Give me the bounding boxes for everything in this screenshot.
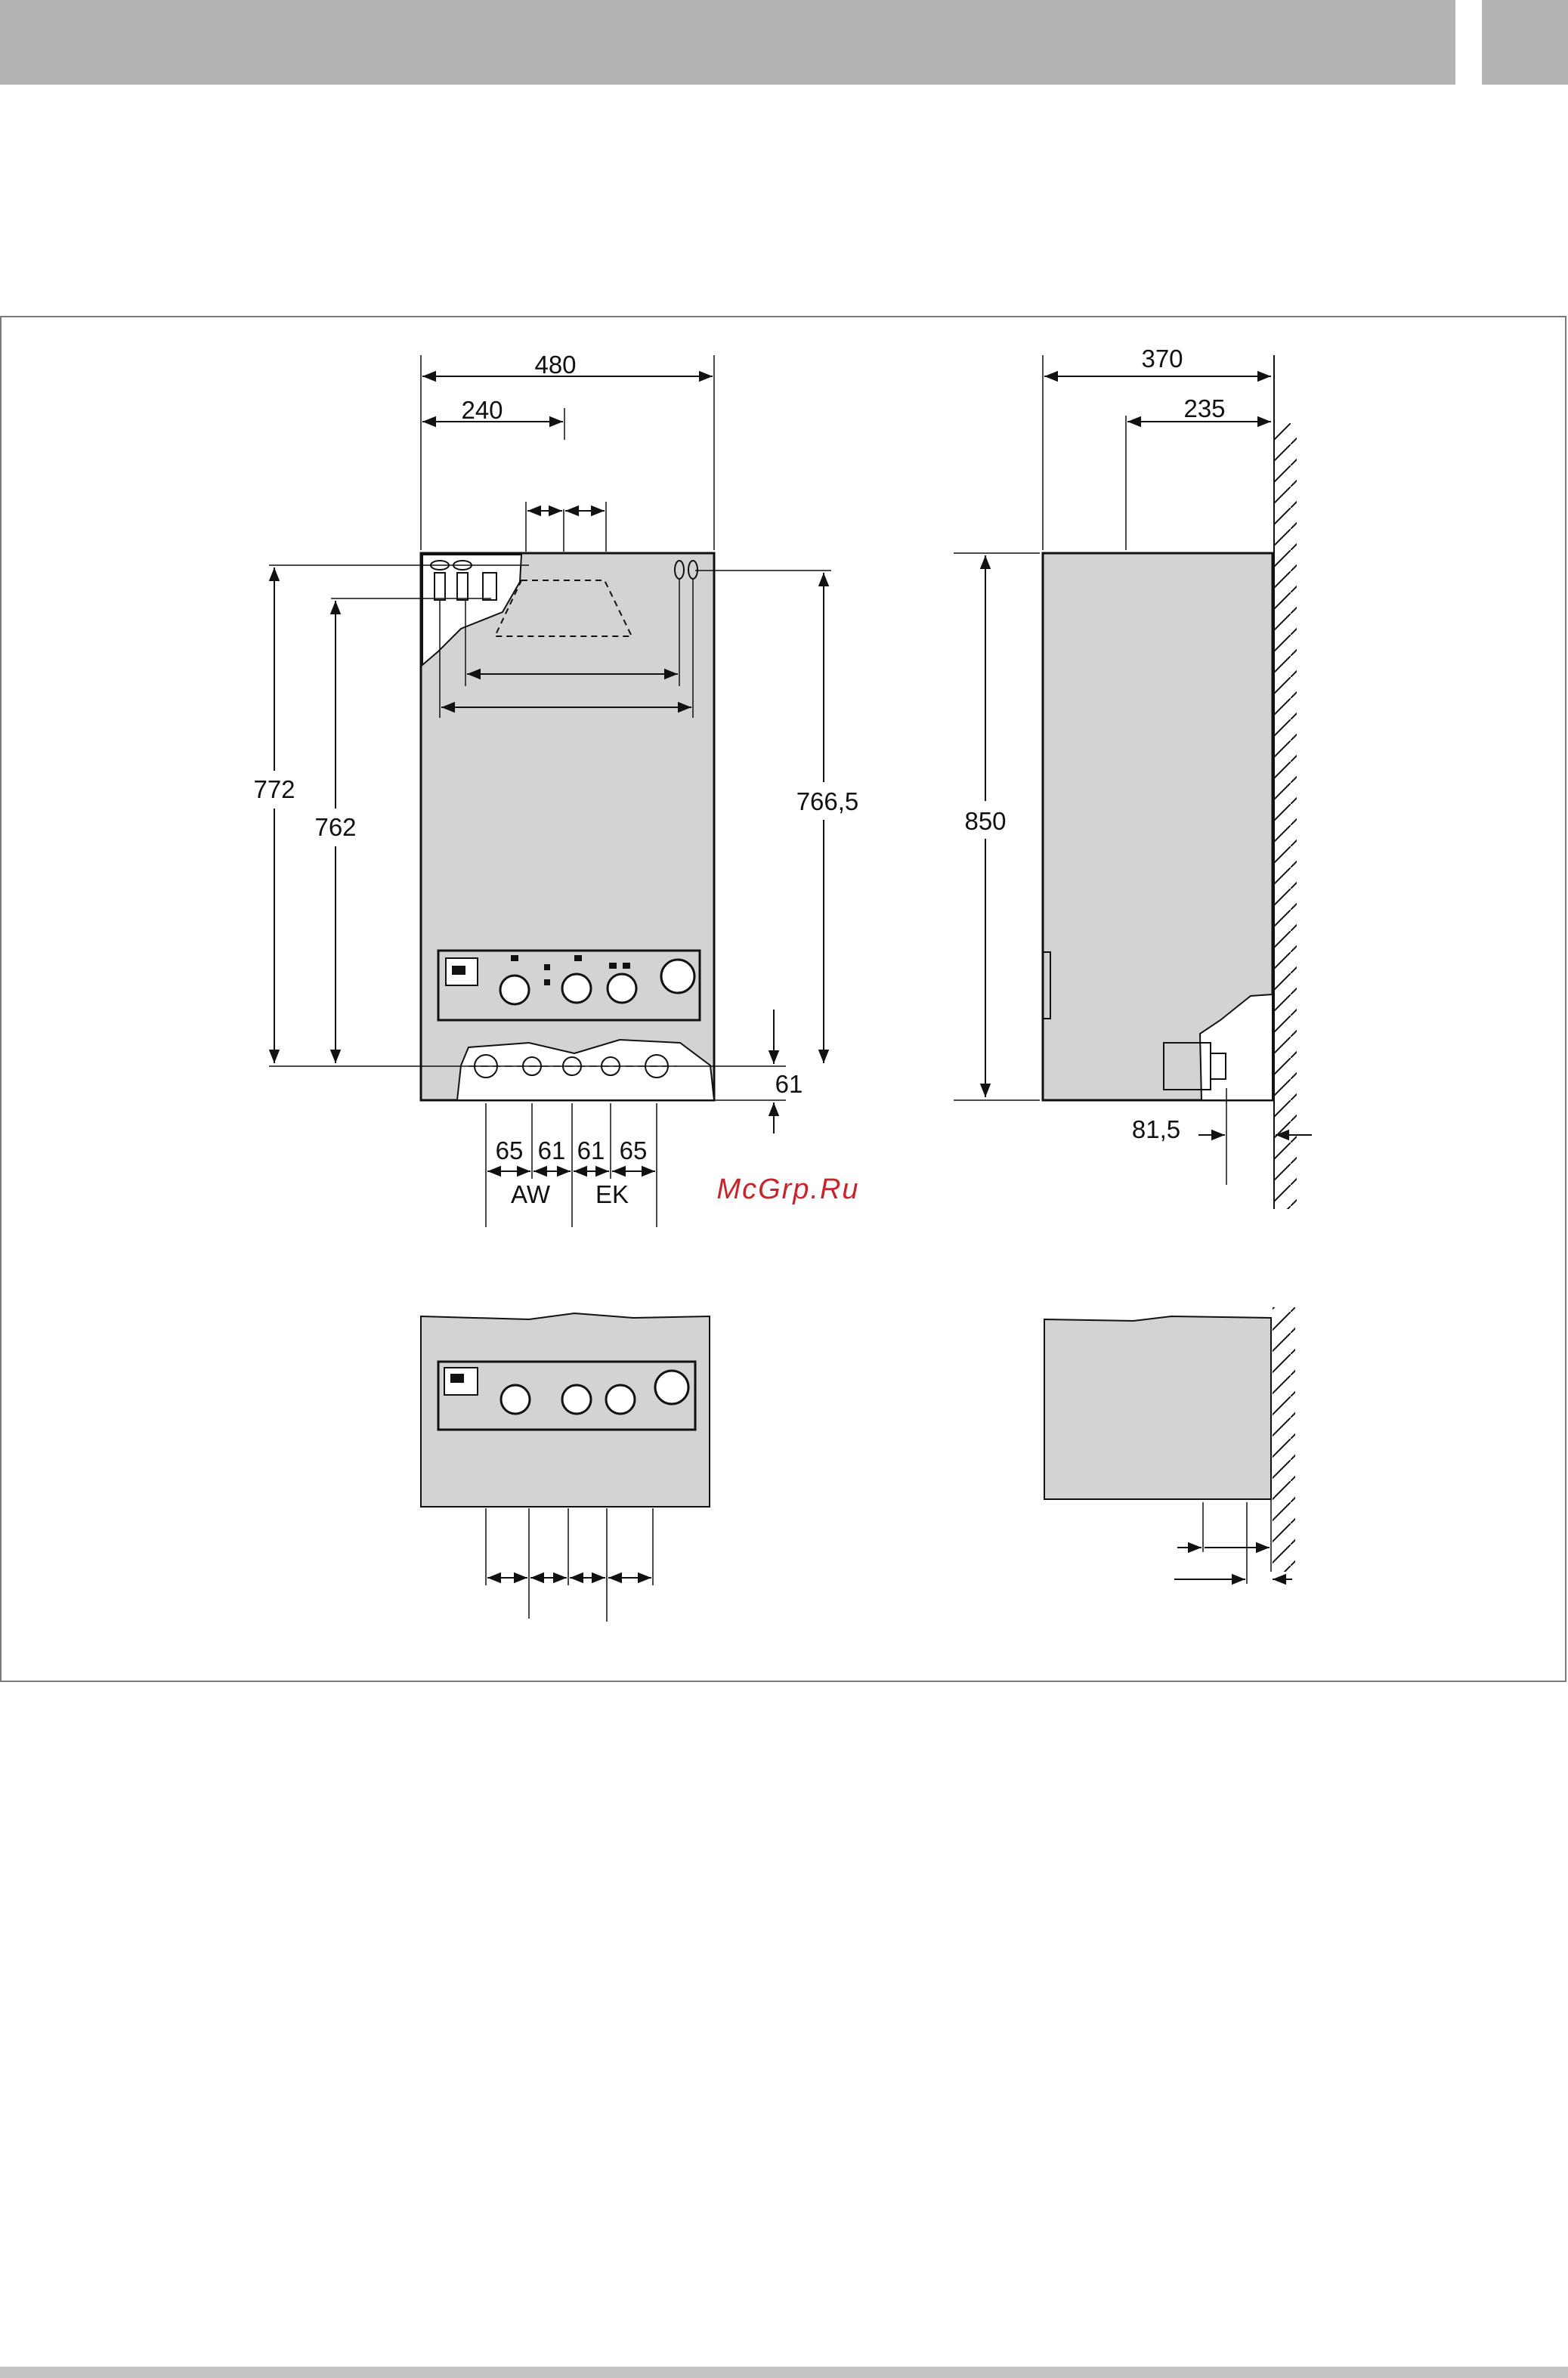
- dim-height-762: 762: [314, 813, 357, 841]
- label-aw: AW: [511, 1180, 550, 1208]
- logo-emblem-alt-icon: [655, 1371, 688, 1404]
- knob-alt-3-icon: [606, 1385, 635, 1414]
- dim-front-half-width: 240: [461, 396, 503, 424]
- knob-3-icon: [608, 974, 636, 1003]
- dim-spacing-d: 65: [619, 1136, 648, 1164]
- label-ek: EK: [595, 1180, 629, 1208]
- knob-alt-2-icon: [562, 1385, 591, 1414]
- boiler-side-alt-body: [1044, 1316, 1271, 1499]
- knob-2-icon: [562, 974, 591, 1003]
- watermark-text: McGrp.Ru: [716, 1174, 860, 1205]
- dim-height-850: 850: [964, 807, 1007, 835]
- side-view-alt: [1044, 1307, 1295, 1584]
- wall-hatch: [1274, 423, 1297, 1209]
- wall-alt-hatch: [1273, 1307, 1295, 1572]
- logo-emblem-icon: [661, 960, 694, 993]
- dim-spacing-c: 61: [577, 1136, 605, 1164]
- dim-side-offset: 81,5: [1131, 1115, 1181, 1143]
- dim-bottom-offset: 61: [775, 1070, 803, 1098]
- dim-spacing-a: 65: [495, 1136, 524, 1164]
- front-view: [249, 351, 869, 1227]
- dim-height-766-5: 766,5: [796, 787, 859, 815]
- front-view-alt: [421, 1313, 710, 1622]
- dim-spacing-b: 61: [537, 1136, 566, 1164]
- dim-side-depth: 370: [1141, 345, 1183, 373]
- knob-1-icon: [500, 976, 529, 1004]
- dim-front-width: 480: [534, 351, 577, 379]
- dim-side-depth-partial: 235: [1183, 394, 1226, 422]
- side-view: [952, 345, 1312, 1209]
- knob-alt-1-icon: [501, 1385, 530, 1414]
- dim-height-772: 772: [253, 775, 295, 803]
